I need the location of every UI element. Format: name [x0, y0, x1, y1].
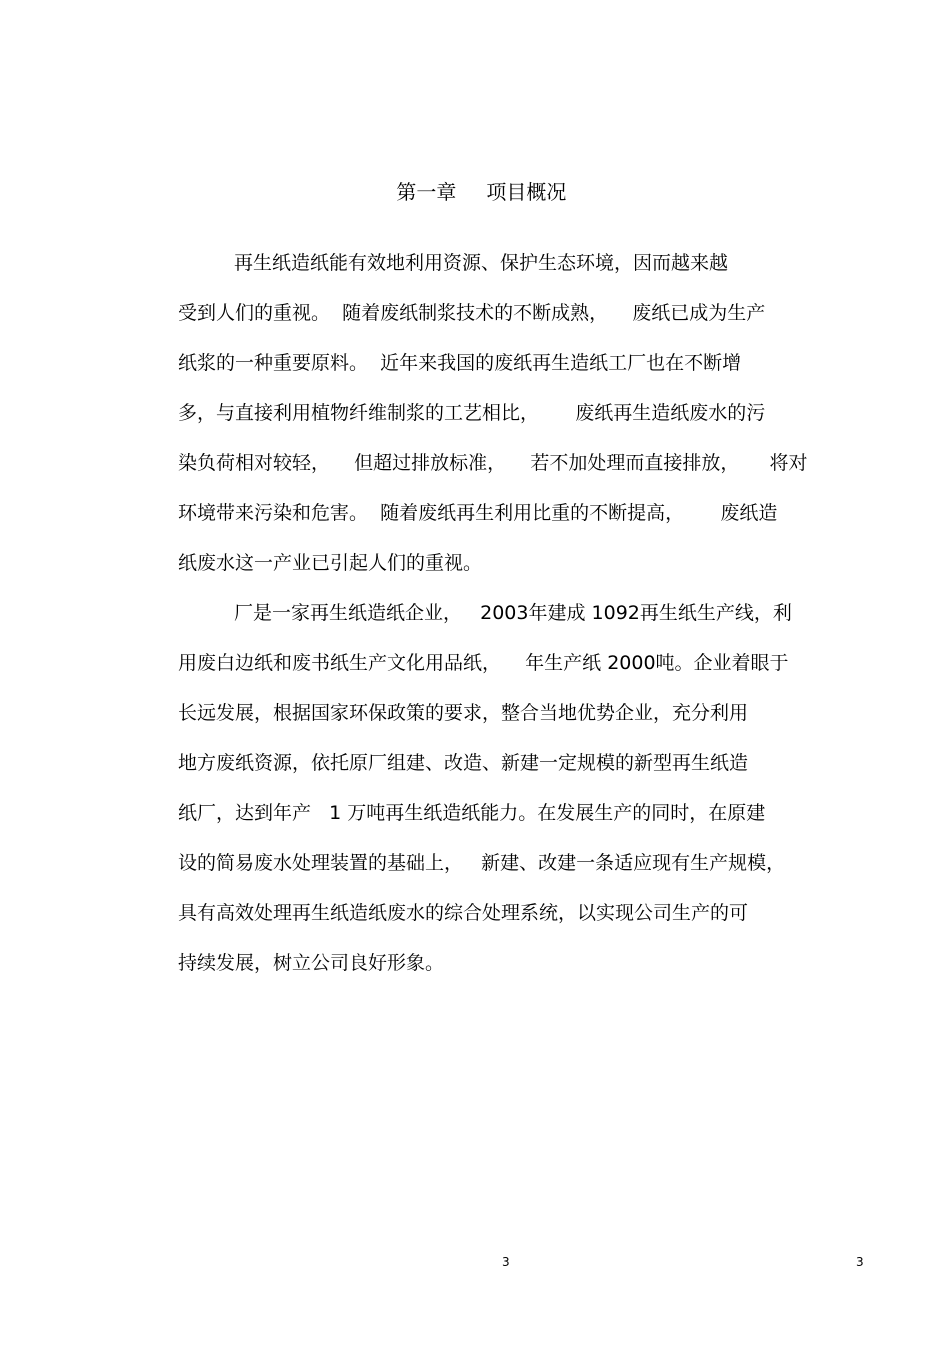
paragraph-1-line-7: 纸废水这一产业已引起人们的重视。	[178, 552, 483, 574]
paragraph-2-line-6: 设的简易废水处理装置的基础上， 新建、改建一条适应现有生产规模，	[178, 852, 786, 874]
paragraph-1-line-4: 多，与直接利用植物纤维制浆的工艺相比， 废纸再生造纸废水的污	[178, 402, 766, 424]
chapter-title	[0, 150, 950, 206]
page-number-center: 3	[502, 1255, 510, 1269]
paragraph-1-line-2: 受到人们的重视。 随着废纸制浆技术的不断成熟， 废纸已成为生产	[178, 302, 766, 324]
page-number-right: 3	[856, 1255, 864, 1269]
paragraph-1-line-3: 纸浆的一种重要原料。 近年来我国的废纸再生造纸工厂也在不断增	[178, 352, 742, 374]
chapter-number: 第一章	[396, 180, 457, 204]
chapter-name: 项目概况	[486, 180, 567, 204]
paragraph-1-line-1: 再生纸造纸能有效地利用资源、保护生态环境，因而越来越	[234, 252, 729, 274]
paragraph-1-line-6: 环境带来污染和危害。 随着废纸再生利用比重的不断提高， 废纸造	[178, 502, 778, 524]
paragraph-2-line-8: 持续发展，树立公司良好形象。	[178, 952, 445, 974]
paragraph-1-line-5: 染负荷相对较轻， 但超过排放标准， 若不加处理而直接排放， 将对	[178, 452, 808, 474]
paragraph-2-line-1: 厂是一家再生纸造纸企业， 2003年建成 1092再生纸生产线，利	[234, 602, 792, 624]
paragraph-2-line-7: 具有高效处理再生纸造纸废水的综合处理系统，以实现公司生产的可	[178, 902, 749, 924]
paragraph-2-line-2: 用废白边纸和废书纸生产文化用品纸， 年生产纸 2000吨。企业着眼于	[178, 652, 789, 674]
paragraph-2-line-4: 地方废纸资源，依托原厂组建、改造、新建一定规模的新型再生纸造	[178, 752, 749, 774]
paragraph-2-line-5: 纸厂，达到年产 1 万吨再生纸造纸能力。在发展生产的同时，在原建	[178, 802, 766, 824]
paragraph-2-line-3: 长远发展，根据国家环保政策的要求，整合当地优势企业，充分利用	[178, 702, 749, 724]
